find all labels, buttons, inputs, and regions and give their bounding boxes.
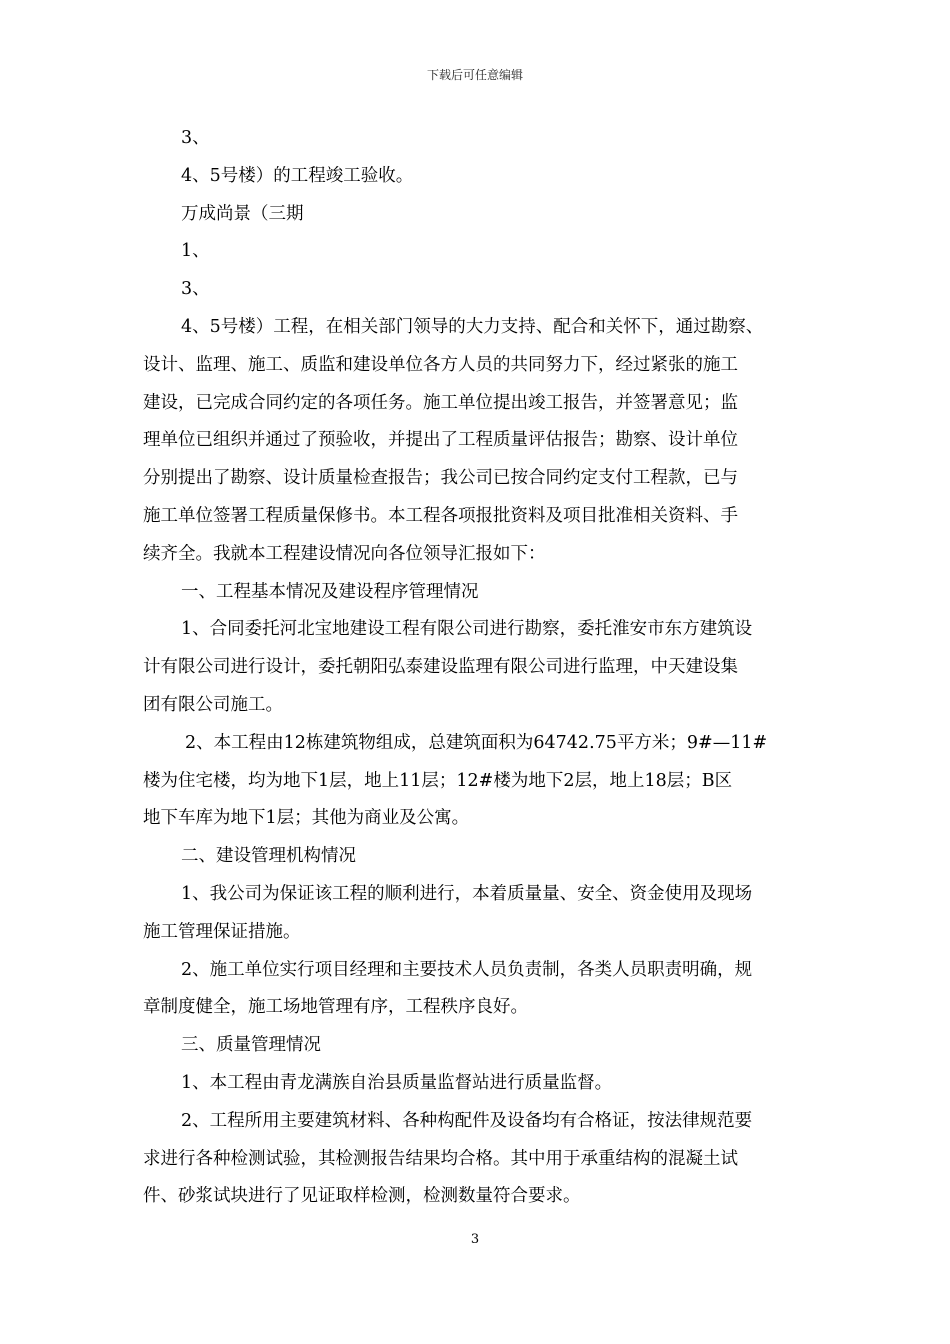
paragraph-line: 2、工程所用主要建筑材料、各种构配件及设备均有合格证，按法律规范要 [181, 1110, 753, 1131]
page-header: 下载后可任意编辑 [426, 68, 523, 82]
paragraph-line: 计有限公司进行设计，委托朝阳弘泰建设监理有限公司进行监理，中天建设集 [143, 657, 738, 678]
paragraph-line: 3、 [181, 128, 210, 148]
paragraph-line: 1、本工程由青龙满族自治县质量监督站进行质量监督。 [181, 1072, 613, 1093]
paragraph-line: 2、施工单位实行项目经理和主要技术人员负责制，各类人员职责明确，规 [181, 959, 753, 980]
section-heading: 一、工程基本情况及建设程序管理情况 [181, 581, 479, 602]
paragraph-line: 团有限公司施工。 [143, 694, 283, 715]
paragraph-line: 楼为住宅楼，均为地下1层，地上11层；12#楼为地下2层，地上18层；B区 [143, 770, 733, 791]
paragraph-line: 施工单位签署工程质量保修书。本工程各项报批资料及项目批准相关资料、手 [143, 505, 738, 526]
paragraph-line: 理单位已组织并通过了预验收，并提出了工程质量评估报告；勘察、设计单位 [143, 430, 738, 451]
section-heading: 二、建设管理机构情况 [181, 846, 356, 867]
paragraph-line: 4、5号楼）工程，在相关部门领导的大力支持、配合和关怀下，通过勘察、 [181, 316, 764, 337]
paragraph-line: 3、 [181, 279, 210, 300]
paragraph-line: 1、 [181, 241, 210, 262]
page-number: 3 [470, 1232, 480, 1247]
paragraph-line: 1、我公司为保证该工程的顺利进行，本着质量量、安全、资金使用及现场 [181, 883, 753, 904]
paragraph-line: 求进行各种检测试验，其检测报告结果均合格。其中用于承重结构的混凝土试 [143, 1148, 738, 1169]
paragraph-line: 分别提出了勘察、设计质量检查报告；我公司已按合同约定支付工程款，已与 [143, 468, 738, 489]
paragraph-line: 4、5号楼）的工程竣工验收。 [181, 165, 414, 186]
paragraph-line: 万成尚景（三期 [181, 203, 304, 224]
paragraph-line: 建设，已完成合同约定的各项任务。施工单位提出竣工报告，并签署意见；监 [143, 392, 738, 413]
paragraph-line: 章制度健全，施工场地管理有序，工程秩序良好。 [143, 997, 528, 1018]
section-heading: 三、质量管理情况 [181, 1035, 321, 1056]
document-body [143, 120, 808, 1216]
paragraph-line: 施工管理保证措施。 [143, 921, 301, 942]
paragraph-line: 1、合同委托河北宝地建设工程有限公司进行勘察，委托淮安市东方建筑设 [181, 619, 753, 640]
paragraph-line: 设计、监理、施工、质监和建设单位各方人员的共同努力下，经过紧张的施工 [143, 354, 738, 375]
paragraph-line: 2、本工程由12栋建筑物组成，总建筑面积为64742.75平方米；9#—11# [185, 732, 768, 753]
paragraph-line: 地下车库为地下1层；其他为商业及公寓。 [143, 808, 470, 829]
paragraph-line: 件、砂浆试块进行了见证取样检测，检测数量符合要求。 [143, 1186, 581, 1207]
paragraph-line: 续齐全。我就本工程建设情况向各位领导汇报如下： [143, 543, 546, 564]
